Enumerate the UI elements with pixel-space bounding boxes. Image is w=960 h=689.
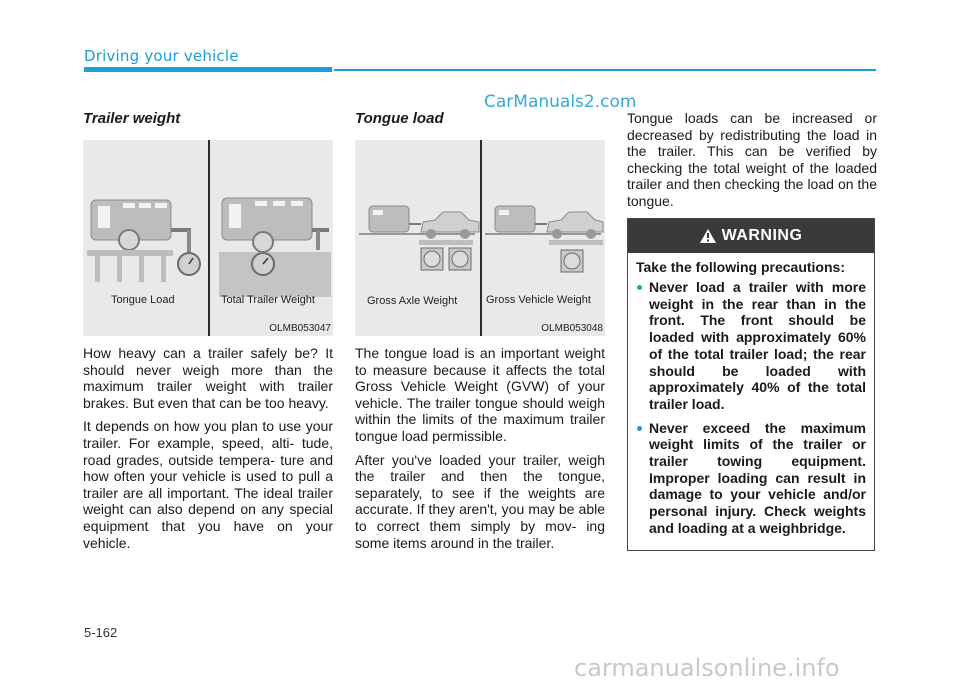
paragraph: It depends on how you plan to use your trailer. For example, speed, alti- tude, road grades, outside tempera- ture and how often your vehicle is used to pull a trailer are all important. The ideal trailer weight can also depend on any special equipment that you have on your vehicle. [83, 418, 333, 551]
label-gross-vehicle-weight: Gross Vehicle Weight [486, 294, 591, 306]
warning-body [628, 253, 874, 537]
car-right [547, 212, 603, 232]
warning-list [636, 279, 866, 537]
column-trailer-weight [83, 110, 333, 558]
warning-triangle-icon [700, 229, 716, 243]
trailer-left-wheel [119, 230, 139, 250]
section-title: Driving your vehicle [84, 47, 239, 65]
watermark-bottom: carmanualsonline.info [574, 654, 840, 682]
list-item: Never load a trailer with more weight in the rear than in the front. The front should be loaded with approximately 60% of the total trailer load; the rear should be loaded with approximately 40% of the total trailer load. [636, 279, 866, 413]
paragraph: After you've loaded your trailer, weigh the trailer and then the tongue, separately, to see if the weights are accurate. If they aren't, you may be able to correct them simply by mov- ing some items around in the trailer. [355, 451, 605, 551]
label-gross-axle-weight: Gross Axle Weight [367, 295, 458, 307]
trailer-left-door [98, 206, 110, 228]
page-number: 5-162 [84, 625, 118, 640]
figure-tongue-load [355, 140, 605, 336]
label-tongue-load: Tongue Load [111, 294, 175, 306]
label-total-trailer-weight: Total Trailer Weight [221, 294, 315, 306]
figure-code: OLMB053047 [269, 323, 331, 334]
warning-box [627, 218, 875, 551]
warning-title: WARNING [721, 227, 803, 244]
heading-trailer-weight: Trailer weight [83, 110, 181, 127]
column-right [627, 110, 877, 217]
figure-divider [208, 140, 210, 336]
column-tongue-load [355, 110, 605, 558]
figure-code: OLMB053048 [541, 323, 603, 334]
warning-intro: Take the following precautions: [636, 259, 845, 275]
figure-divider [480, 140, 482, 336]
paragraph: How heavy can a trailer safely be? It should never weigh more than the maximum trailer weight with trailer brakes. But even that can be too heavy. [83, 345, 333, 411]
paragraph: Tongue loads can be increased or decreased by redistributing the load in the trailer. This can be verified by checking the total weight of the loaded trailer and then checking the load on the tongue. [627, 110, 877, 209]
heading-tongue-load: Tongue load [355, 110, 444, 127]
list-item: Never exceed the maximum weight limits of the trailer or trailer towing equipment. Improper loading can result in damage to your vehicle and/or personal injury. Check weights and loading at a weighbridge. [636, 420, 866, 537]
paragraph: The tongue load is an important weight to measure because it affects the total Gross Vehicle Weight (GVW) of your vehicle. The trailer tongue should weigh within the limits of the maximum trailer tongue load permissible. [355, 345, 605, 444]
warning-header [628, 219, 874, 253]
figure-trailer-weight [83, 140, 333, 336]
header-rule-thick [84, 67, 332, 72]
watermark-top: CarManuals2.com [484, 92, 637, 112]
car-left [421, 212, 479, 232]
header-rule-thin [334, 69, 876, 71]
